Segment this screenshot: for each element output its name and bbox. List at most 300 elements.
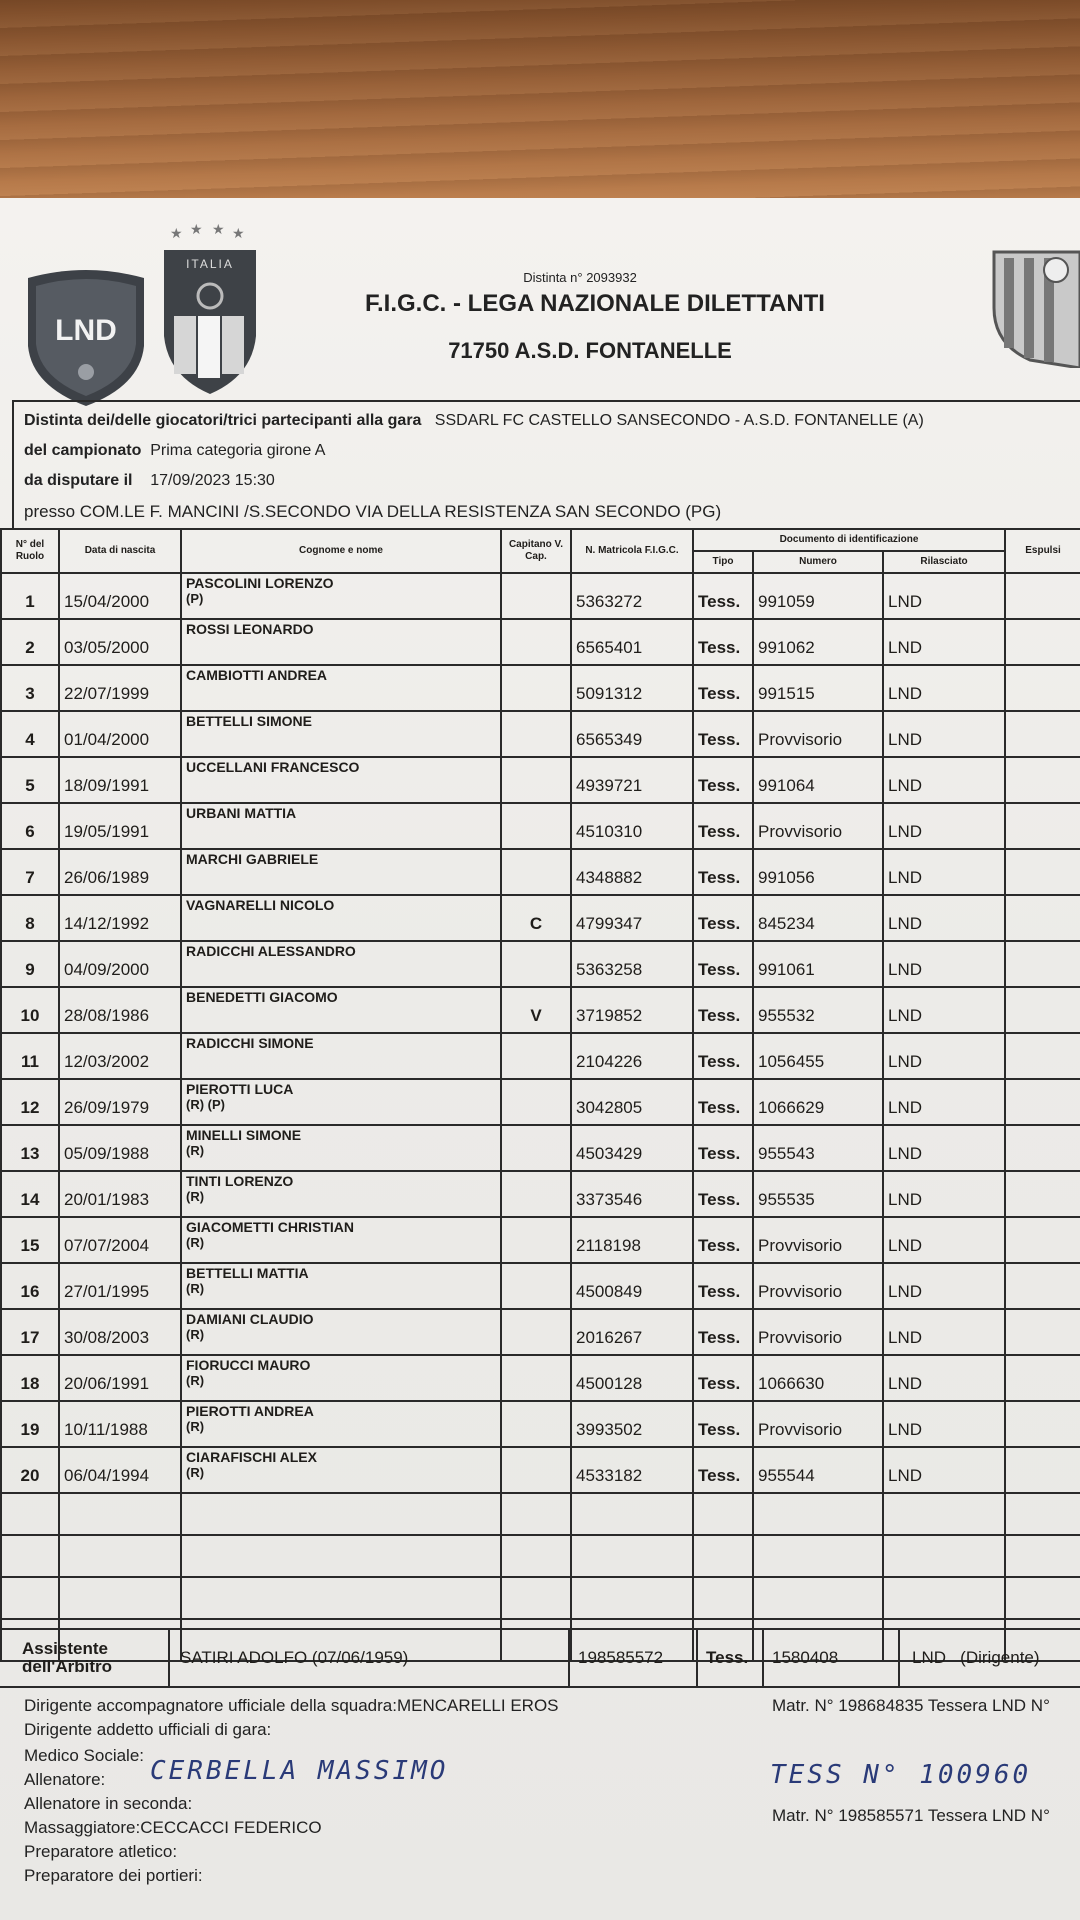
federation-title: F.I.G.C. - LEGA NAZIONALE DILETTANTI (365, 290, 825, 317)
empty-cell (883, 1535, 1005, 1577)
player-name: PASCOLINI LORENZO (186, 575, 334, 591)
table-row (1, 619, 1080, 665)
player-captain-mark: C (501, 895, 571, 941)
player-doc-number: 955543 (753, 1125, 883, 1171)
match-value: SSDARL FC CASTELLO SANSECONDO - A.S.D. FONTANELLE (A) (434, 412, 924, 429)
player-doc-number: 991064 (753, 757, 883, 803)
player-name-cell (181, 1309, 501, 1355)
player-captain-mark (501, 1355, 571, 1401)
player-captain-mark (501, 619, 571, 665)
player-matricola: 3042805 (571, 1079, 693, 1125)
date-line (24, 472, 275, 490)
player-name: ROSSI LEONARDO (186, 621, 314, 637)
empty-cell (693, 1493, 753, 1535)
col-ruolo: N° del Ruolo (1, 529, 59, 573)
medico-line: Medico Sociale: (24, 1746, 145, 1765)
table-row (1, 1309, 1080, 1355)
assistant-name: SATIRI ADOLFO (07/06/1959) (180, 1648, 409, 1667)
player-doc-type: Tess. (693, 895, 753, 941)
player-birthdate: 04/09/2000 (59, 941, 181, 987)
table-row (1, 1217, 1080, 1263)
player-name: DAMIANI CLAUDIO (186, 1311, 314, 1327)
player-name: VAGNARELLI NICOLO (186, 897, 335, 913)
player-captain-mark (501, 1447, 571, 1493)
player-expelled (1005, 895, 1080, 941)
date-label: da disputare il (24, 472, 133, 489)
empty-cell (571, 1577, 693, 1619)
player-expelled (1005, 1217, 1080, 1263)
empty-cell (181, 1535, 501, 1577)
player-doc-issuer: LND (883, 757, 1005, 803)
col-matricola: N. Matricola F.I.G.C. (571, 529, 693, 573)
empty-cell (181, 1577, 501, 1619)
player-expelled (1005, 1125, 1080, 1171)
table-row (1, 1355, 1080, 1401)
player-name: MARCHI GABRIELE (186, 851, 319, 867)
assistant-matricola: 198585572 (578, 1648, 664, 1667)
player-expelled (1005, 1033, 1080, 1079)
player-number: 20 (1, 1447, 59, 1493)
player-doc-number: 991515 (753, 665, 883, 711)
table-row (1, 1125, 1080, 1171)
player-doc-type: Tess. (693, 1217, 753, 1263)
dirigente-matricola: Matr. N° 198684835 Tessera LND N° (772, 1696, 1050, 1715)
player-number: 10 (1, 987, 59, 1033)
player-doc-number: 955544 (753, 1447, 883, 1493)
player-expelled (1005, 941, 1080, 987)
player-birthdate: 10/11/1988 (59, 1401, 181, 1447)
massaggiatore-matricola: Matr. N° 198585571 Tessera LND N° (772, 1806, 1050, 1825)
player-doc-issuer: LND (883, 849, 1005, 895)
italia-logo-text: ITALIA (186, 257, 234, 271)
player-doc-issuer: LND (883, 1401, 1005, 1447)
player-name: FIORUCCI MAURO (186, 1357, 311, 1373)
assistant-rilasciato: LND (Dirigente) (912, 1648, 1040, 1667)
player-matricola: 3993502 (571, 1401, 693, 1447)
empty-cell (59, 1577, 181, 1619)
empty-cell (693, 1577, 753, 1619)
player-doc-type: Tess. (693, 987, 753, 1033)
col-tipo: Tipo (693, 551, 753, 573)
empty-cell (571, 1535, 693, 1577)
player-name-cell (181, 1217, 501, 1263)
player-number: 15 (1, 1217, 59, 1263)
player-expelled (1005, 1447, 1080, 1493)
player-name-cell (181, 1355, 501, 1401)
player-doc-issuer: LND (883, 1309, 1005, 1355)
empty-cell (501, 1577, 571, 1619)
dirigente-line: Dirigente accompagnatore ufficiale della squadra:MENCARELLI EROS (24, 1696, 559, 1715)
match-label: Distinta dei/delle giocatori/trici partecipanti alla gara (24, 412, 422, 429)
player-doc-number: Provvisorio (753, 1401, 883, 1447)
player-doc-number: 955532 (753, 987, 883, 1033)
empty-cell (883, 1493, 1005, 1535)
assistant-tipo: Tess. (706, 1648, 749, 1667)
allenatore-handwritten: CERBELLA MASSIMO (150, 1756, 449, 1786)
assistant-label-line1: Assistente (22, 1639, 108, 1658)
player-captain-mark (501, 1217, 571, 1263)
player-captain-mark (501, 1171, 571, 1217)
empty-cell (501, 1535, 571, 1577)
player-captain-mark (501, 803, 571, 849)
player-number: 18 (1, 1355, 59, 1401)
player-doc-issuer: LND (883, 1079, 1005, 1125)
player-birthdate: 15/04/2000 (59, 573, 181, 619)
player-doc-number: 955535 (753, 1171, 883, 1217)
empty-cell (693, 1535, 753, 1577)
players-table (0, 528, 1080, 1662)
player-birthdate: 20/01/1983 (59, 1171, 181, 1217)
championship-line (24, 442, 325, 460)
player-matricola: 3373546 (571, 1171, 693, 1217)
player-doc-issuer: LND (883, 1171, 1005, 1217)
empty-cell (1005, 1493, 1080, 1535)
col-nascita: Data di nascita (59, 529, 181, 573)
player-doc-issuer: LND (883, 1447, 1005, 1493)
player-note: (R) (P) (186, 1097, 225, 1112)
player-matricola: 3719852 (571, 987, 693, 1033)
table-row (1, 1401, 1080, 1447)
player-birthdate: 26/06/1989 (59, 849, 181, 895)
player-rows (1, 573, 1080, 1661)
player-doc-issuer: LND (883, 619, 1005, 665)
player-captain-mark (501, 941, 571, 987)
player-doc-type: Tess. (693, 1125, 753, 1171)
empty-cell (753, 1493, 883, 1535)
table-row (1, 1171, 1080, 1217)
player-name-cell (181, 1079, 501, 1125)
player-doc-number: Provvisorio (753, 711, 883, 757)
player-doc-type: Tess. (693, 1033, 753, 1079)
player-doc-issuer: LND (883, 987, 1005, 1033)
player-doc-number: 1066630 (753, 1355, 883, 1401)
svg-text:★: ★ (190, 221, 203, 237)
player-matricola: 4799347 (571, 895, 693, 941)
player-number: 12 (1, 1079, 59, 1125)
empty-cell (883, 1577, 1005, 1619)
empty-row (1, 1493, 1080, 1535)
player-name: URBANI MATTIA (186, 805, 297, 821)
table-row (1, 1263, 1080, 1309)
player-captain-mark (501, 1079, 571, 1125)
player-doc-number: 991056 (753, 849, 883, 895)
player-name: BENEDETTI GIACOMO (186, 989, 338, 1005)
player-matricola: 2118198 (571, 1217, 693, 1263)
col-espulsi: Espulsi (1005, 529, 1080, 573)
player-birthdate: 06/04/1994 (59, 1447, 181, 1493)
empty-cell (1005, 1577, 1080, 1619)
col-documento: Documento di identificazione (693, 529, 1005, 551)
player-captain-mark (501, 1401, 571, 1447)
player-doc-issuer: LND (883, 941, 1005, 987)
svg-text:★: ★ (232, 225, 245, 241)
player-matricola: 6565401 (571, 619, 693, 665)
empty-cell (1, 1493, 59, 1535)
player-doc-number: Provvisorio (753, 803, 883, 849)
match-line (24, 412, 924, 430)
player-matricola: 5363258 (571, 941, 693, 987)
player-doc-number: 845234 (753, 895, 883, 941)
player-matricola: 4510310 (571, 803, 693, 849)
empty-cell (59, 1535, 181, 1577)
player-name: CAMBIOTTI ANDREA (186, 667, 328, 683)
table-row (1, 895, 1080, 941)
player-note: (R) (186, 1143, 205, 1158)
player-note: (R) (186, 1281, 205, 1296)
player-doc-number: 1056455 (753, 1033, 883, 1079)
player-doc-number: 991062 (753, 619, 883, 665)
player-birthdate: 14/12/1992 (59, 895, 181, 941)
player-matricola: 5091312 (571, 665, 693, 711)
player-doc-type: Tess. (693, 665, 753, 711)
player-doc-type: Tess. (693, 1263, 753, 1309)
empty-cell (501, 1493, 571, 1535)
italia-federation-logo (160, 216, 260, 406)
player-doc-type: Tess. (693, 757, 753, 803)
player-name: RADICCHI ALESSANDRO (186, 943, 356, 959)
table-row (1, 1447, 1080, 1493)
player-birthdate: 27/01/1995 (59, 1263, 181, 1309)
player-name-cell (181, 757, 501, 803)
empty-row (1, 1577, 1080, 1619)
wooden-table-background (0, 0, 1080, 215)
empty-cell (753, 1535, 883, 1577)
lnd-logo-text: LND (55, 314, 117, 347)
player-doc-number: Provvisorio (753, 1217, 883, 1263)
table-row (1, 849, 1080, 895)
player-name-cell (181, 1125, 501, 1171)
player-name-cell (181, 1263, 501, 1309)
player-name-cell (181, 941, 501, 987)
player-matricola: 4348882 (571, 849, 693, 895)
empty-cell (1, 1535, 59, 1577)
player-birthdate: 19/05/1991 (59, 803, 181, 849)
player-note: (R) (186, 1327, 205, 1342)
allenatore-seconda-line: Allenatore in seconda: (24, 1794, 193, 1813)
player-matricola: 6565349 (571, 711, 693, 757)
table-row (1, 573, 1080, 619)
svg-text:★: ★ (170, 225, 183, 241)
player-doc-number: Provvisorio (753, 1309, 883, 1355)
player-name-cell (181, 1401, 501, 1447)
preparatore-atletico-line: Preparatore atletico: (24, 1842, 178, 1861)
player-birthdate: 07/07/2004 (59, 1217, 181, 1263)
player-matricola: 4503429 (571, 1125, 693, 1171)
assistant-label (22, 1630, 162, 1686)
player-name: PIEROTTI ANDREA (186, 1403, 314, 1419)
player-doc-number: 991059 (753, 573, 883, 619)
player-name-cell (181, 803, 501, 849)
distinta-number: Distinta n° 2093932 (523, 270, 637, 285)
player-name-cell (181, 895, 501, 941)
player-doc-type: Tess. (693, 1309, 753, 1355)
allenatore-line: Allenatore: (24, 1770, 106, 1789)
player-number: 3 (1, 665, 59, 711)
player-doc-issuer: LND (883, 803, 1005, 849)
preparatore-portieri-line: Preparatore dei portieri: (24, 1866, 203, 1885)
player-number: 5 (1, 757, 59, 803)
table-row (1, 803, 1080, 849)
player-number: 6 (1, 803, 59, 849)
player-doc-type: Tess. (693, 941, 753, 987)
player-doc-issuer: LND (883, 711, 1005, 757)
player-birthdate: 20/06/1991 (59, 1355, 181, 1401)
player-expelled (1005, 665, 1080, 711)
player-number: 11 (1, 1033, 59, 1079)
assistant-numero: 1580408 (772, 1648, 839, 1667)
svg-text:★: ★ (212, 221, 225, 237)
table-row (1, 1079, 1080, 1125)
player-doc-number: 1066629 (753, 1079, 883, 1125)
player-name-cell (181, 1171, 501, 1217)
player-expelled (1005, 1355, 1080, 1401)
player-captain-mark (501, 1125, 571, 1171)
player-expelled (1005, 711, 1080, 757)
club-title: 71750 A.S.D. FONTANELLE (448, 338, 732, 363)
table-row (1, 665, 1080, 711)
empty-cell (753, 1577, 883, 1619)
player-birthdate: 12/03/2002 (59, 1033, 181, 1079)
table-row (1, 1033, 1080, 1079)
player-matricola: 2016267 (571, 1309, 693, 1355)
player-number: 17 (1, 1309, 59, 1355)
empty-cell (181, 1493, 501, 1535)
player-doc-issuer: LND (883, 1125, 1005, 1171)
player-doc-type: Tess. (693, 1401, 753, 1447)
player-doc-issuer: LND (883, 1217, 1005, 1263)
player-note: (R) (186, 1373, 205, 1388)
empty-cell (571, 1493, 693, 1535)
player-doc-type: Tess. (693, 1447, 753, 1493)
player-number: 16 (1, 1263, 59, 1309)
player-note: (R) (186, 1235, 205, 1250)
player-name-cell (181, 665, 501, 711)
player-name-cell (181, 711, 501, 757)
player-name: UCCELLANI FRANCESCO (186, 759, 360, 775)
player-birthdate: 05/09/1988 (59, 1125, 181, 1171)
player-name: BETTELLI SIMONE (186, 713, 312, 729)
player-number: 7 (1, 849, 59, 895)
player-captain-mark (501, 711, 571, 757)
col-numero: Numero (753, 551, 883, 573)
player-name-cell (181, 1447, 501, 1493)
player-birthdate: 03/05/2000 (59, 619, 181, 665)
player-name: RADICCHI SIMONE (186, 1035, 314, 1051)
player-doc-type: Tess. (693, 803, 753, 849)
assistant-referee-row (0, 1628, 1080, 1688)
player-number: 13 (1, 1125, 59, 1171)
player-birthdate: 22/07/1999 (59, 665, 181, 711)
player-doc-issuer: LND (883, 895, 1005, 941)
player-captain-mark (501, 573, 571, 619)
player-expelled (1005, 1079, 1080, 1125)
player-captain-mark (501, 665, 571, 711)
player-doc-issuer: LND (883, 573, 1005, 619)
player-expelled (1005, 1401, 1080, 1447)
player-number: 19 (1, 1401, 59, 1447)
player-note: (R) (186, 1419, 205, 1434)
table-row (1, 941, 1080, 987)
player-name-cell (181, 619, 501, 665)
player-doc-type: Tess. (693, 1355, 753, 1401)
championship-label: del campionato (24, 442, 142, 459)
player-expelled (1005, 1263, 1080, 1309)
player-expelled (1005, 573, 1080, 619)
player-doc-issuer: LND (883, 1355, 1005, 1401)
player-matricola: 5363272 (571, 573, 693, 619)
player-doc-type: Tess. (693, 849, 753, 895)
player-name: BETTELLI MATTIA (186, 1265, 309, 1281)
empty-cell (1, 1577, 59, 1619)
player-name: PIEROTTI LUCA (186, 1081, 294, 1097)
championship-value: Prima categoria girone A (150, 442, 326, 459)
player-name-cell (181, 573, 501, 619)
empty-cell (59, 1493, 181, 1535)
player-birthdate: 26/09/1979 (59, 1079, 181, 1125)
col-nome: Cognome e nome (181, 529, 501, 573)
date-value: 17/09/2023 15:30 (150, 472, 275, 489)
empty-cell (1005, 1535, 1080, 1577)
table-row (1, 757, 1080, 803)
player-expelled (1005, 803, 1080, 849)
venue-line: presso COM.LE F. MANCINI /S.SECONDO VIA DELLA RESISTENZA SAN SECONDO (PG) (24, 502, 722, 521)
player-number: 1 (1, 573, 59, 619)
player-expelled (1005, 987, 1080, 1033)
player-captain-mark (501, 757, 571, 803)
player-number: 9 (1, 941, 59, 987)
player-matricola: 4939721 (571, 757, 693, 803)
player-number: 14 (1, 1171, 59, 1217)
assistant-label-line2: dell'Arbitro (22, 1657, 112, 1676)
club-crest-logo (990, 248, 1080, 368)
player-birthdate: 18/09/1991 (59, 757, 181, 803)
player-matricola: 4500849 (571, 1263, 693, 1309)
player-expelled (1005, 849, 1080, 895)
player-captain-mark (501, 1309, 571, 1355)
player-name: TINTI LORENZO (186, 1173, 294, 1189)
lnd-logo (22, 268, 150, 408)
player-name: CIARAFISCHI ALEX (186, 1449, 317, 1465)
player-expelled (1005, 757, 1080, 803)
col-capitano: Capitano V. Cap. (501, 529, 571, 573)
player-note: (R) (186, 1189, 205, 1204)
player-doc-type: Tess. (693, 711, 753, 757)
player-doc-type: Tess. (693, 619, 753, 665)
player-captain-mark: V (501, 987, 571, 1033)
player-name: GIACOMETTI CHRISTIAN (186, 1219, 354, 1235)
player-captain-mark (501, 849, 571, 895)
player-doc-issuer: LND (883, 1033, 1005, 1079)
table-row (1, 711, 1080, 757)
player-captain-mark (501, 1033, 571, 1079)
player-doc-type: Tess. (693, 573, 753, 619)
player-doc-type: Tess. (693, 1079, 753, 1125)
player-note: (P) (186, 591, 204, 606)
player-expelled (1005, 619, 1080, 665)
player-birthdate: 01/04/2000 (59, 711, 181, 757)
col-rilasciato: Rilasciato (883, 551, 1005, 573)
player-number: 2 (1, 619, 59, 665)
massaggiatore-line: Massaggiatore:CECCACCI FEDERICO (24, 1818, 322, 1837)
player-number: 8 (1, 895, 59, 941)
player-name-cell (181, 1033, 501, 1079)
tessera-handwritten: TESS N° 100960 (770, 1760, 1032, 1790)
table-row (1, 987, 1080, 1033)
player-name: MINELLI SIMONE (186, 1127, 302, 1143)
empty-row (1, 1535, 1080, 1577)
player-name-cell (181, 849, 501, 895)
player-expelled (1005, 1309, 1080, 1355)
